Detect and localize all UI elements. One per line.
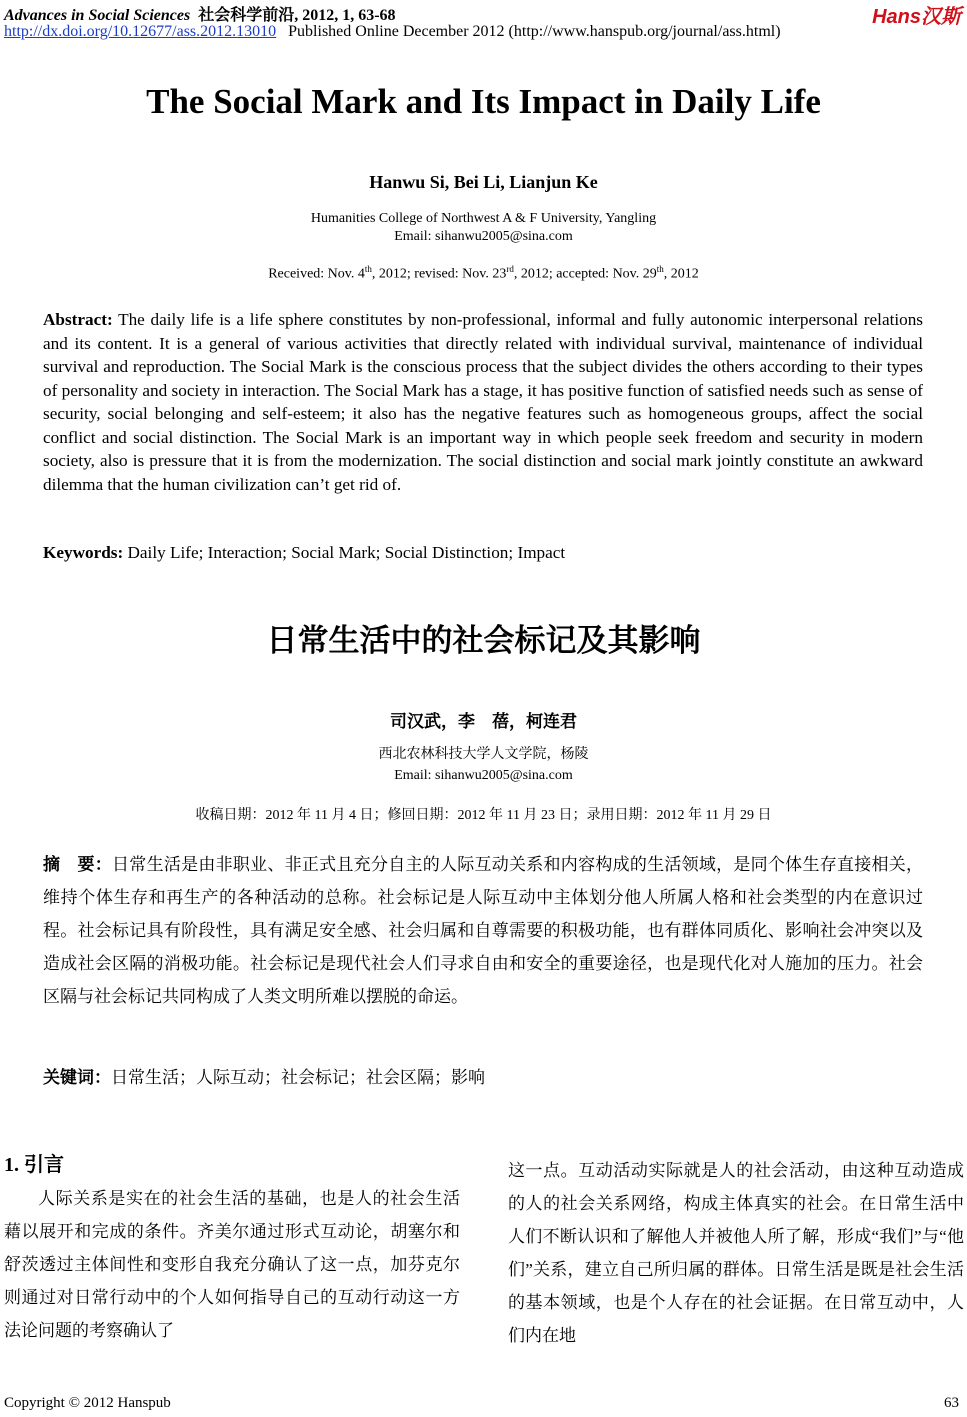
keywords-text: Daily Life; Interaction; Social Mark; Social Distinction; Impact xyxy=(123,543,566,562)
doi-line xyxy=(4,23,781,41)
journal-header xyxy=(4,2,396,25)
abstract-label: Abstract: xyxy=(43,310,113,329)
copyright: Copyright © 2012 Hanspub xyxy=(4,1395,171,1411)
body-right-column: 这一点。互动活动实际就是人的社会活动，由这种互动造成的人的社会关系网络，构成主体真实的社会。在日常生活中人们不断认识和了解他人并被他人所了解，形成“我们”与“他们”关系，建立自己所归属的群体。日常生活是既是社会生活的基本领域，也是个人存在的社会证据。在日常互动中，人们内在地 xyxy=(508,1161,964,1345)
email: Email: sihanwu2005@sina.com xyxy=(394,229,573,244)
journal-citation: 社会科学前沿, 2012, 1, 63-68 xyxy=(198,7,396,24)
chinese-abstract xyxy=(43,848,923,1013)
keywords xyxy=(43,541,923,565)
page-number: 63 xyxy=(944,1395,959,1411)
chinese-keywords-label: 关键词： xyxy=(43,1068,111,1087)
chinese-authors: 司汉武，李 蓓，柯连君 xyxy=(390,712,577,731)
section-heading: 1. 引言 xyxy=(4,1154,64,1176)
affiliation: Humanities College of Northwest A & F University, Yangling xyxy=(310,211,657,226)
keywords-label: Keywords: xyxy=(43,543,124,562)
date-text: , 2012; revised: Nov. 23 xyxy=(371,266,507,282)
chinese-affiliation: 西北农林科技大学人文学院，杨陵 xyxy=(378,747,589,762)
chinese-email: Email: sihanwu2005@sina.com xyxy=(394,768,573,783)
paper-title: The Social Mark and Its Impact in Daily Life xyxy=(146,82,821,121)
chinese-keywords-text: 日常生活；人际互动；社会标记；社会区隔；影响 xyxy=(111,1068,485,1087)
date-text: , 2012 xyxy=(663,266,699,282)
doi-link[interactable]: http://dx.doi.org/10.12677/ass.2012.13010 xyxy=(4,23,277,40)
authors: Hanwu Si, Bei Li, Lianjun Ke xyxy=(369,172,598,192)
journal-name: Advances in Social Sciences xyxy=(4,7,191,24)
body-left-column: 人际关系是实在的社会生活的基础，也是人的社会生活藉以展开和完成的条件。齐美尔通过形式互动论，胡塞尔和舒茨透过主体间性和变形自我充分确认了这一点，加芬克尔则通过对日常行动中的个人如何指导自己的互动行动这一方法论问题的考察确认了 xyxy=(4,1189,460,1340)
abstract xyxy=(43,308,923,496)
hans-logo: Hans汉斯 xyxy=(872,6,961,28)
chinese-dates: 收稿日期：2012 年 11 月 4 日；修回日期：2012 年 11 月 23 日；录用日期：2012 年 11 月 29 日 xyxy=(195,808,772,823)
affiliation-block xyxy=(0,210,967,246)
received-dates xyxy=(0,264,967,283)
published-info: Published Online December 2012 (http://www.hanspub.org/journal/ass.html) xyxy=(288,23,781,40)
date-sup: th xyxy=(656,264,664,274)
date-text: , 2012; accepted: Nov. 29 xyxy=(513,266,657,282)
date-sup: th xyxy=(364,264,372,274)
chinese-title: 日常生活中的社会标记及其影响 xyxy=(266,623,701,659)
chinese-affiliation-block xyxy=(0,744,967,786)
chinese-keywords xyxy=(43,1066,923,1090)
abstract-text: The daily life is a life sphere constitutes by non-professional, informal and fully autonomic interpersonal relations and its content. It is a general of various activities that directly related with individual survival, maintenance of individual survival and reproduction. The Social Mark is the conscious process that the subject divides the others according to their types of personality and society in interaction. The Social Mark has a stage, it has positive function of satisfied needs such as sense of security, social belonging and self-esteem; it also has the negative features such as homogeneous groups, affect the social conflict and social distinction. The Social Mark is an important way in which people seek freedom and security in modern society, also is pressure that it is from the modernization. The social distinction and social mark jointly constitute an awkward dilemma that the human civilization can’t get rid of. xyxy=(43,310,923,494)
chinese-abstract-label: 摘 要： xyxy=(43,855,113,874)
chinese-abstract-text: 日常生活是由非职业、非正式且充分自主的人际互动关系和内容构成的生活领域，是同个体生存直接相关，维持个体生存和再生产的各种活动的总称。社会标记是人际互动中主体划分他人所属人格和社会类型的内在意识过程。社会标记具有阶段性，具有满足安全感、社会归属和自尊需要的积极功能，也有群体同质化、影响社会冲突以及造成社会区隔的消极功能。社会标记是现代社会人们寻求自由和安全的重要途径，也是现代化对人施加的压力。社会区隔与社会标记共同构成了人类文明所难以摆脱的命运。 xyxy=(43,855,924,1006)
date-text: Received: Nov. 4 xyxy=(268,266,365,282)
date-sup: rd xyxy=(506,264,514,274)
